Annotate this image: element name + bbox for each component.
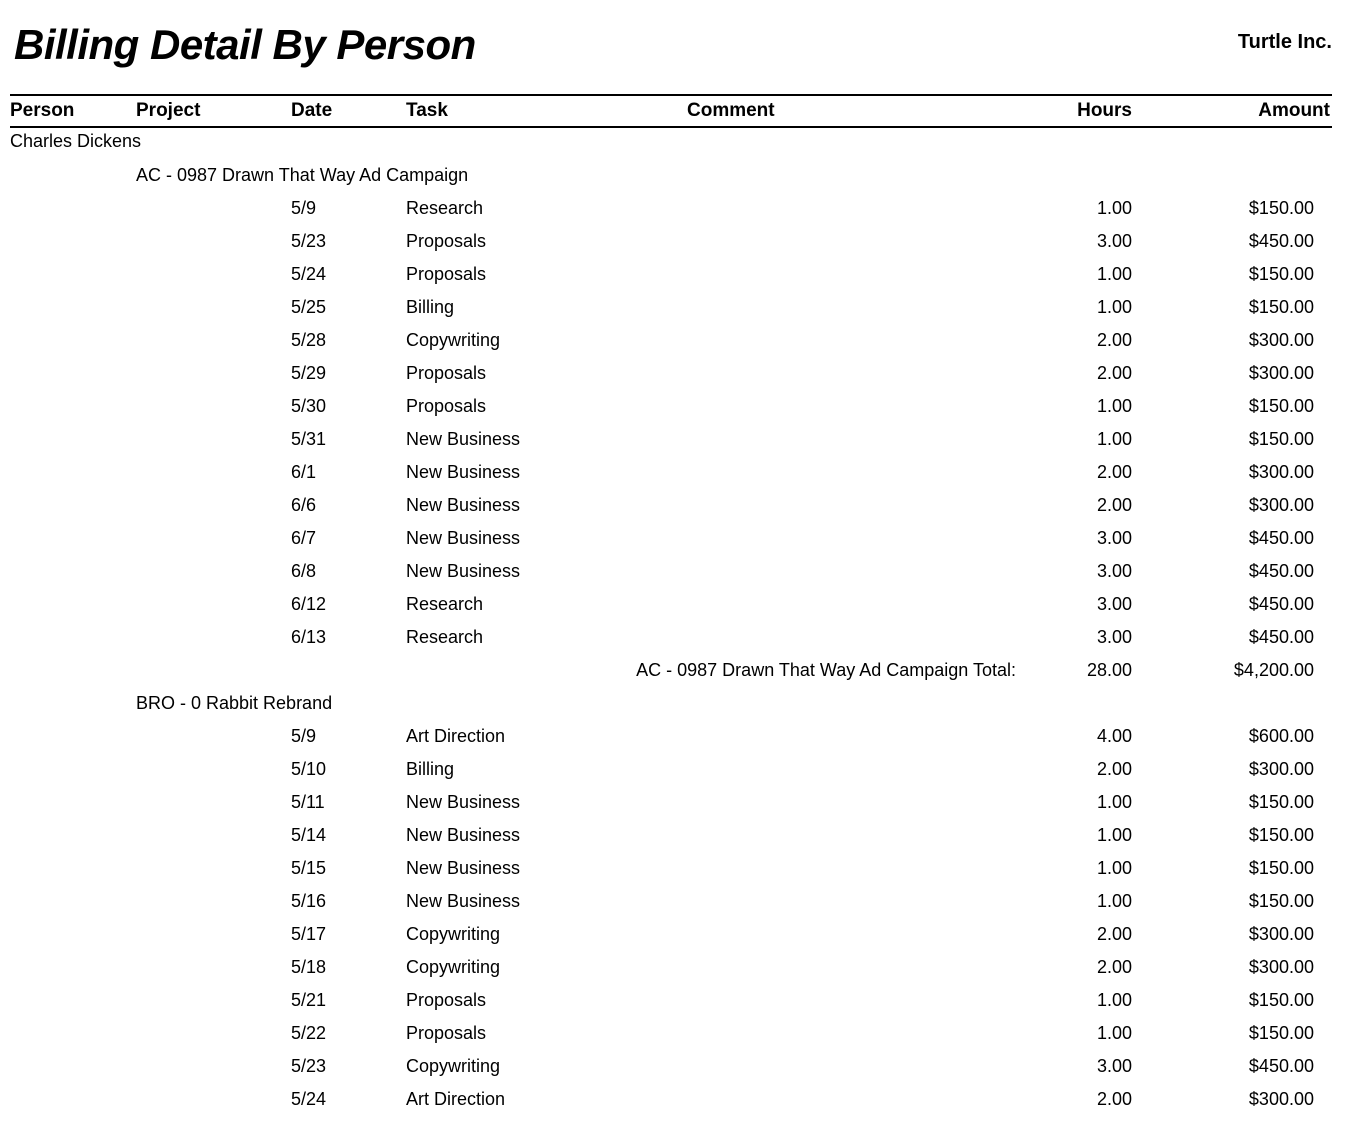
task-cell: Art Direction xyxy=(406,1089,506,1109)
amount-cell: $150.00 xyxy=(1248,297,1314,317)
hours-cell: 1.00 xyxy=(1096,297,1132,317)
date-cell: 6/8 xyxy=(291,561,317,581)
date-cell: 5/25 xyxy=(291,297,327,317)
amount-cell: $450.00 xyxy=(1248,231,1314,251)
table-row xyxy=(0,1050,1354,1083)
task-cell: New Business xyxy=(406,858,521,878)
amount-cell: $150.00 xyxy=(1248,198,1314,218)
task-cell: Copywriting xyxy=(406,1056,501,1076)
company-name: Turtle Inc. xyxy=(1237,31,1332,53)
task-cell: Proposals xyxy=(406,231,487,251)
hours-cell: 1.00 xyxy=(1096,396,1132,416)
project-total-hours: 28.00 xyxy=(1086,660,1132,680)
report-body xyxy=(0,126,1354,1116)
hours-cell: 3.00 xyxy=(1096,528,1132,548)
table-row xyxy=(0,522,1354,555)
table-row xyxy=(0,423,1354,456)
date-cell: 5/17 xyxy=(291,924,327,944)
column-header-date: Date xyxy=(291,100,333,121)
column-header-comment: Comment xyxy=(687,100,775,121)
task-cell: Proposals xyxy=(406,990,487,1010)
amount-cell: $150.00 xyxy=(1248,429,1314,449)
table-row xyxy=(0,291,1354,324)
column-header-person: Person xyxy=(10,100,75,121)
date-cell: 6/12 xyxy=(291,594,327,614)
table-row xyxy=(0,720,1354,753)
hours-cell: 1.00 xyxy=(1096,792,1132,812)
hours-cell: 2.00 xyxy=(1096,957,1132,977)
date-cell: 5/28 xyxy=(291,330,327,350)
table-row xyxy=(0,852,1354,885)
project-total-label: AC - 0987 Drawn That Way Ad Campaign Total: xyxy=(636,660,1016,680)
task-cell: New Business xyxy=(406,891,521,911)
date-cell: 6/13 xyxy=(291,627,327,647)
date-cell: 5/9 xyxy=(291,726,317,746)
task-cell: Proposals xyxy=(406,264,487,284)
amount-cell: $300.00 xyxy=(1248,462,1314,482)
task-cell: Copywriting xyxy=(406,924,501,944)
task-cell: Proposals xyxy=(406,396,487,416)
task-cell: Research xyxy=(406,198,484,218)
amount-cell: $450.00 xyxy=(1248,561,1314,581)
hours-cell: 3.00 xyxy=(1096,1056,1132,1076)
task-cell: Research xyxy=(406,627,484,647)
table-row xyxy=(0,885,1354,918)
column-header xyxy=(10,94,1332,128)
task-cell: New Business xyxy=(406,462,521,482)
amount-cell: $450.00 xyxy=(1248,528,1314,548)
task-cell: Billing xyxy=(406,759,455,779)
task-cell: Research xyxy=(406,594,484,614)
hours-cell: 3.00 xyxy=(1096,561,1132,581)
amount-cell: $150.00 xyxy=(1248,825,1314,845)
task-cell: New Business xyxy=(406,561,521,581)
amount-cell: $300.00 xyxy=(1248,330,1314,350)
task-cell: New Business xyxy=(406,792,521,812)
task-cell: New Business xyxy=(406,528,521,548)
table-row xyxy=(0,588,1354,621)
column-header-amount: Amount xyxy=(1258,100,1330,121)
task-cell: Copywriting xyxy=(406,957,501,977)
table-row xyxy=(0,1017,1354,1050)
table-row xyxy=(0,786,1354,819)
table-row xyxy=(0,819,1354,852)
table-row xyxy=(0,390,1354,423)
hours-cell: 2.00 xyxy=(1096,363,1132,383)
task-cell: New Business xyxy=(406,429,521,449)
table-row xyxy=(0,918,1354,951)
date-cell: 5/22 xyxy=(291,1023,327,1043)
date-cell: 5/10 xyxy=(291,759,327,779)
date-cell: 5/9 xyxy=(291,198,317,218)
task-cell: New Business xyxy=(406,825,521,845)
hours-cell: 2.00 xyxy=(1096,495,1132,515)
date-cell: 5/23 xyxy=(291,1056,327,1076)
amount-cell: $300.00 xyxy=(1248,924,1314,944)
hours-cell: 2.00 xyxy=(1096,330,1132,350)
hours-cell: 3.00 xyxy=(1096,594,1132,614)
hours-cell: 4.00 xyxy=(1096,726,1132,746)
date-cell: 5/16 xyxy=(291,891,327,911)
table-row xyxy=(0,621,1354,654)
project-group-header xyxy=(0,159,1354,192)
date-cell: 6/7 xyxy=(291,528,317,548)
hours-cell: 2.00 xyxy=(1096,1089,1132,1109)
project-total-amount: $4,200.00 xyxy=(1233,660,1314,680)
amount-cell: $450.00 xyxy=(1248,1056,1314,1076)
amount-cell: $150.00 xyxy=(1248,990,1314,1010)
amount-cell: $300.00 xyxy=(1248,1089,1314,1109)
date-cell: 5/23 xyxy=(291,231,327,251)
amount-cell: $150.00 xyxy=(1248,891,1314,911)
amount-cell: $300.00 xyxy=(1248,495,1314,515)
task-cell: Art Direction xyxy=(406,726,506,746)
project-group-header xyxy=(0,687,1354,720)
date-cell: 5/29 xyxy=(291,363,327,383)
date-cell: 5/18 xyxy=(291,957,327,977)
hours-cell: 1.00 xyxy=(1096,891,1132,911)
person-name: Charles Dickens xyxy=(10,131,142,151)
hours-cell: 1.00 xyxy=(1096,1023,1132,1043)
table-row xyxy=(0,555,1354,588)
hours-cell: 2.00 xyxy=(1096,924,1132,944)
table-row xyxy=(0,753,1354,786)
date-cell: 6/6 xyxy=(291,495,317,515)
hours-cell: 2.00 xyxy=(1096,759,1132,779)
table-row xyxy=(0,192,1354,225)
date-cell: 5/15 xyxy=(291,858,327,878)
column-header-hours: Hours xyxy=(1077,100,1132,121)
hours-cell: 2.00 xyxy=(1096,462,1132,482)
date-cell: 6/1 xyxy=(291,462,317,482)
project-total-row xyxy=(0,654,1354,687)
report-title: Billing Detail By Person xyxy=(14,21,476,68)
column-header-task: Task xyxy=(406,100,448,121)
date-cell: 5/24 xyxy=(291,264,327,284)
table-row xyxy=(0,1083,1354,1116)
task-cell: Billing xyxy=(406,297,455,317)
table-row xyxy=(0,984,1354,1017)
date-cell: 5/21 xyxy=(291,990,327,1010)
task-cell: Proposals xyxy=(406,1023,487,1043)
table-row xyxy=(0,357,1354,390)
project-name: AC - 0987 Drawn That Way Ad Campaign xyxy=(136,165,469,185)
amount-cell: $150.00 xyxy=(1248,858,1314,878)
table-row xyxy=(0,225,1354,258)
amount-cell: $150.00 xyxy=(1248,264,1314,284)
hours-cell: 3.00 xyxy=(1096,231,1132,251)
table-row xyxy=(0,456,1354,489)
amount-cell: $450.00 xyxy=(1248,627,1314,647)
amount-cell: $150.00 xyxy=(1248,1023,1314,1043)
person-group-header xyxy=(0,126,1354,159)
amount-cell: $300.00 xyxy=(1248,363,1314,383)
table-row xyxy=(0,951,1354,984)
hours-cell: 1.00 xyxy=(1096,990,1132,1010)
hours-cell: 1.00 xyxy=(1096,825,1132,845)
date-cell: 5/11 xyxy=(291,792,325,812)
task-cell: Copywriting xyxy=(406,330,501,350)
task-cell: New Business xyxy=(406,495,521,515)
date-cell: 5/24 xyxy=(291,1089,327,1109)
task-cell: Proposals xyxy=(406,363,487,383)
amount-cell: $600.00 xyxy=(1248,726,1314,746)
project-name: BRO - 0 Rabbit Rebrand xyxy=(136,693,333,713)
table-row xyxy=(0,324,1354,357)
table-row xyxy=(0,489,1354,522)
amount-cell: $300.00 xyxy=(1248,759,1314,779)
hours-cell: 1.00 xyxy=(1096,198,1132,218)
amount-cell: $150.00 xyxy=(1248,396,1314,416)
table-row xyxy=(0,258,1354,291)
date-cell: 5/14 xyxy=(291,825,327,845)
date-cell: 5/31 xyxy=(291,429,327,449)
hours-cell: 3.00 xyxy=(1096,627,1132,647)
amount-cell: $450.00 xyxy=(1248,594,1314,614)
hours-cell: 1.00 xyxy=(1096,858,1132,878)
hours-cell: 1.00 xyxy=(1096,429,1132,449)
column-header-project: Project xyxy=(136,100,201,121)
amount-cell: $150.00 xyxy=(1248,792,1314,812)
hours-cell: 1.00 xyxy=(1096,264,1132,284)
date-cell: 5/30 xyxy=(291,396,327,416)
amount-cell: $300.00 xyxy=(1248,957,1314,977)
